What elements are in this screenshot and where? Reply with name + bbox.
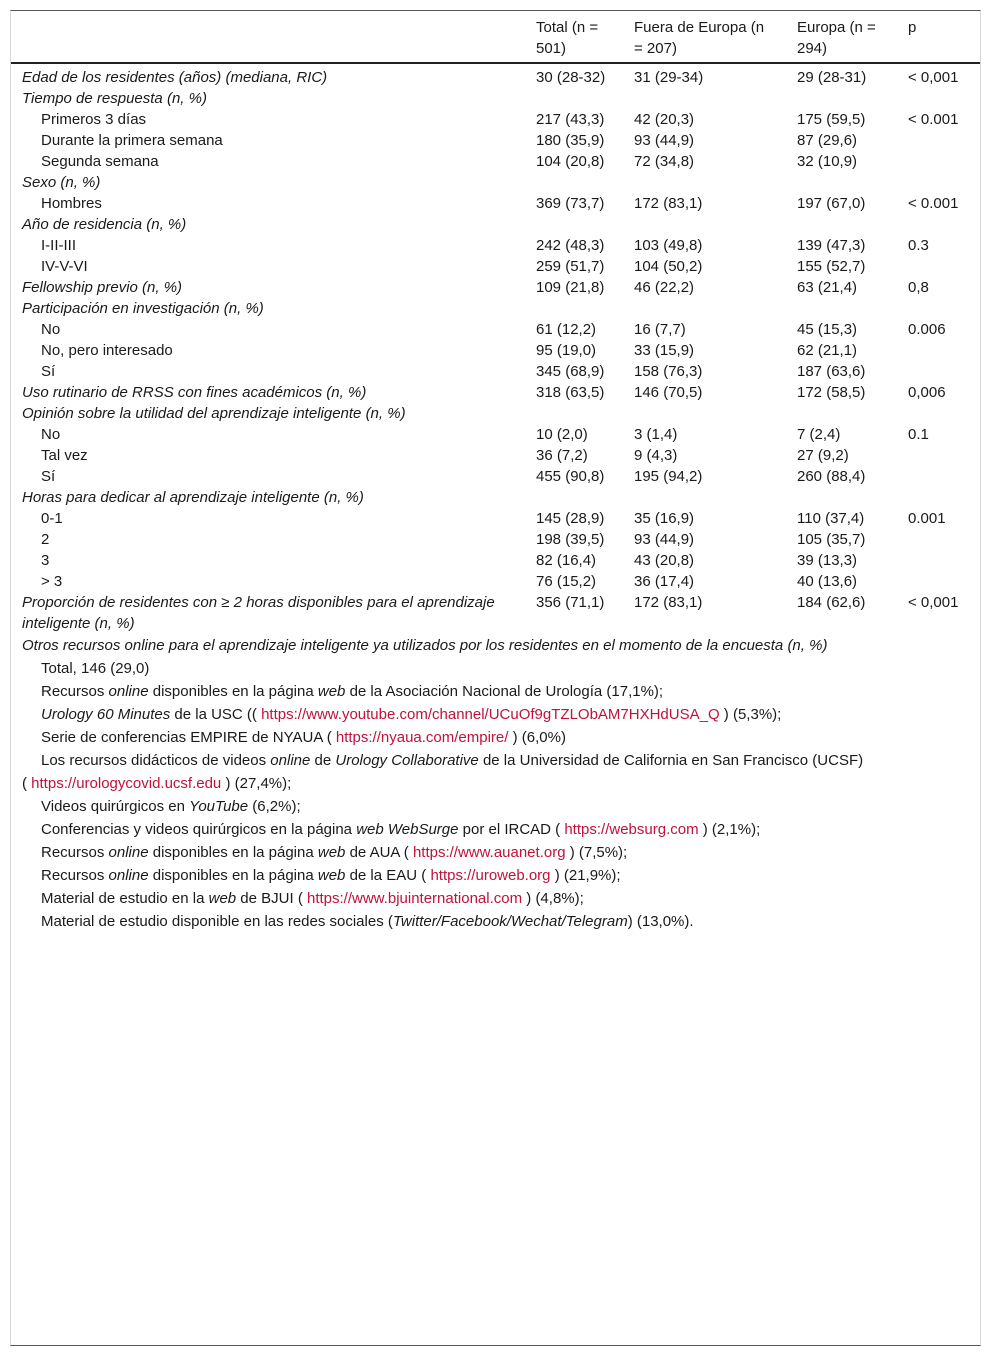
cell-total: 217 (43,3) (536, 111, 605, 128)
row-label: Sí (41, 363, 56, 380)
row-label: IV-V-VI (41, 258, 88, 275)
note-italic: web (317, 844, 346, 861)
note-text: ( (22, 775, 32, 792)
table-row (11, 361, 980, 382)
table-row (11, 550, 980, 571)
note-italic: online (108, 844, 149, 861)
table-row (11, 466, 980, 487)
cell-p: < 0,001 (908, 594, 959, 611)
table-row (11, 319, 980, 340)
cell-p (897, 466, 980, 487)
row-label: Fellowship previo (n, %) (22, 279, 183, 296)
cell-europa: 87 (29,6) (797, 132, 858, 149)
cell-p: < 0.001 (908, 111, 959, 128)
cell-p (897, 340, 980, 361)
cell-total: 369 (73,7) (536, 195, 605, 212)
note-text: de (310, 752, 336, 769)
cell-p (897, 571, 980, 592)
cell-fuera: 172 (83,1) (634, 594, 703, 611)
youtube-usc-link[interactable]: https://www.youtube.com/channel/UCuOf9gTZLObAM7HXHdUSA_Q (261, 706, 720, 723)
note-text: de la Asociación Nacional de Urología (17,1%); (345, 683, 664, 700)
table-row (11, 508, 980, 529)
cell-total: 30 (28-32) (536, 69, 606, 86)
bjui-link[interactable]: https://www.bjuinternational.com (307, 890, 523, 907)
row-label: Edad de los residentes (años) (mediana, RIC) (22, 69, 328, 86)
cell-total: 259 (51,7) (536, 258, 605, 275)
cell-europa: 63 (21,4) (797, 279, 858, 296)
nyaua-empire-link[interactable]: https://nyaua.com/empire/ (335, 729, 509, 746)
results-table (11, 11, 980, 634)
note-text: de la Universidad de California en San Francisco (UCSF) (478, 752, 864, 769)
cell-p: < 0,001 (908, 69, 959, 86)
cell-total: 36 (7,2) (536, 447, 588, 464)
websurg-link[interactable]: https://websurg.com (564, 821, 699, 838)
notes-caption: Otros recursos online para el aprendizaje inteligente ya utilizados por los residentes en el momento de la encuesta (n, %) (22, 637, 828, 654)
cell-total: 104 (20,8) (536, 153, 605, 170)
note-item (22, 726, 970, 749)
cell-total: 180 (35,9) (536, 132, 605, 149)
note-text: ) (21,9%); (550, 867, 621, 884)
note-text: de AUA ( (345, 844, 413, 861)
note-italic: web (317, 683, 346, 700)
note-text: Recursos (41, 844, 109, 861)
cell-europa: 45 (15,3) (797, 321, 858, 338)
cell-europa: 172 (58,5) (797, 384, 866, 401)
table-row (11, 487, 980, 508)
row-label: Primeros 3 días (41, 111, 147, 128)
cell-fuera: 31 (29-34) (634, 69, 704, 86)
note-text: ) (13,0%). (627, 913, 694, 930)
note-item (22, 910, 970, 933)
cell-p (897, 445, 980, 466)
table-row (11, 424, 980, 445)
table-row (11, 88, 980, 109)
cell-europa: 197 (67,0) (797, 195, 866, 212)
row-label: Tal vez (41, 447, 88, 464)
cell-europa: 110 (37,4) (797, 510, 865, 527)
results-table-panel (10, 10, 981, 1346)
note-text: Los recursos didácticos de videos (41, 752, 271, 769)
cell-p (897, 361, 980, 382)
cell-fuera: 72 (34,8) (634, 153, 695, 170)
ucsf-link[interactable]: https://urologycovid.ucsf.edu (31, 775, 222, 792)
note-italic: Twitter/Facebook/Wechat/Telegram (392, 913, 628, 930)
row-label: Uso rutinario de RRSS con fines académicos (n, %) (22, 384, 367, 401)
row-category: Horas para dedicar al aprendizaje inteligente (n, %) (22, 489, 364, 506)
row-category: Sexo (n, %) (22, 174, 101, 191)
cell-europa: 155 (52,7) (797, 258, 866, 275)
cell-total: 356 (71,1) (536, 594, 605, 611)
row-label: 3 (41, 552, 50, 569)
row-category: Opinión sobre la utilidad del aprendizaje inteligente (n, %) (22, 405, 406, 422)
cell-total: 109 (21,8) (536, 279, 605, 296)
table-row (11, 571, 980, 592)
row-label: 0-1 (41, 510, 63, 527)
header-p-value: p (908, 19, 917, 36)
table-row (11, 256, 980, 277)
header-fuera-de-europa: Fuera de Europa (n = 207) (634, 19, 765, 57)
note-item (22, 864, 970, 887)
cell-p: 0.3 (908, 237, 929, 254)
cell-p (897, 550, 980, 571)
cell-p: 0.1 (908, 426, 929, 443)
row-label: 2 (41, 531, 50, 548)
cell-fuera: 103 (49,8) (634, 237, 703, 254)
note-italic: Urology Collaborative (335, 752, 479, 769)
cell-total: 242 (48,3) (536, 237, 605, 254)
note-text: disponibles en la página (148, 867, 318, 884)
row-category: Año de residencia (n, %) (22, 216, 187, 233)
note-text: Recursos (41, 683, 109, 700)
cell-fuera: 93 (44,9) (634, 531, 695, 548)
note-italic: online (108, 867, 149, 884)
cell-fuera: 172 (83,1) (634, 195, 703, 212)
cell-fuera: 36 (17,4) (634, 573, 695, 590)
cell-p (897, 151, 980, 172)
cell-fuera: 195 (94,2) (634, 468, 703, 485)
row-label: Sí (41, 468, 56, 485)
cell-europa: 184 (62,6) (797, 594, 866, 611)
note-italic: Urology 60 Minutes (41, 706, 171, 723)
note-text: ) (4,8%); (522, 890, 584, 907)
table-row (11, 130, 980, 151)
row-label: Proporción de residentes con ≥ 2 horas disponibles para el aprendizaje inteligente (n, %) (22, 594, 495, 632)
note-italic: YouTube (189, 798, 249, 815)
cell-europa: 187 (63,6) (797, 363, 866, 380)
row-label: Durante la primera semana (41, 132, 223, 149)
cell-europa: 7 (2,4) (797, 426, 841, 443)
row-label: > 3 (41, 573, 63, 590)
header-europa: Europa (n = 294) (797, 19, 876, 57)
row-label: I-II-III (41, 237, 76, 254)
note-text: ) (6,0%) (508, 729, 566, 746)
row-category: Tiempo de respuesta (n, %) (22, 90, 207, 107)
note-italic: web WebSurge (356, 821, 459, 838)
resources-notes (11, 634, 980, 933)
note-text: de la USC (( (170, 706, 262, 723)
cell-p: 0,8 (908, 279, 929, 296)
cell-fuera: 16 (7,7) (634, 321, 686, 338)
note-italic: online (270, 752, 311, 769)
table-row (11, 403, 980, 424)
note-text: ) (5,3%); (719, 706, 782, 723)
cell-p (897, 256, 980, 277)
cell-europa: 260 (88,4) (797, 468, 866, 485)
note-text: de la EAU ( (345, 867, 431, 884)
cell-p: < 0.001 (908, 195, 959, 212)
note-item (22, 680, 970, 703)
cell-p: 0.001 (908, 510, 946, 527)
cell-europa: 175 (59,5) (797, 111, 866, 128)
note-item (22, 841, 970, 864)
note-text: disponibles en la página (148, 844, 318, 861)
cell-fuera: 35 (16,9) (634, 510, 695, 527)
cell-total: 61 (12,2) (536, 321, 597, 338)
note-text: Material de estudio disponible en las redes sociales ( (41, 913, 393, 930)
table-row (11, 298, 980, 319)
row-label: Hombres (41, 195, 102, 212)
cell-total: 145 (28,9) (536, 510, 605, 527)
cell-p: 0,006 (908, 384, 946, 401)
cell-total: 10 (2,0) (536, 426, 588, 443)
cell-fuera: 104 (50,2) (634, 258, 703, 275)
table-row (11, 277, 980, 298)
note-text: ) (7,5%); (565, 844, 628, 861)
note-item (22, 749, 970, 795)
note-item (22, 703, 970, 726)
cell-total: 95 (19,0) (536, 342, 597, 359)
cell-fuera: 146 (70,5) (634, 384, 703, 401)
note-text: Conferencias y videos quirúrgicos en la página (41, 821, 357, 838)
note-text: Serie de conferencias EMPIRE de NYAUA ( (41, 729, 336, 746)
cell-p (897, 130, 980, 151)
cell-p: 0.006 (908, 321, 946, 338)
note-item (22, 795, 970, 818)
note-item (22, 887, 970, 910)
note-text: Recursos (41, 867, 109, 884)
notes-total: Total, 146 (29,0) (41, 660, 150, 677)
table-row (11, 382, 980, 403)
cell-europa: 27 (9,2) (797, 447, 849, 464)
uroweb-link[interactable]: https://uroweb.org (430, 867, 551, 884)
cell-fuera: 3 (1,4) (634, 426, 678, 443)
cell-total: 455 (90,8) (536, 468, 605, 485)
note-text: por el IRCAD ( (458, 821, 565, 838)
cell-total: 76 (15,2) (536, 573, 597, 590)
note-text: ) (2,1%); (698, 821, 761, 838)
note-italic: online (108, 683, 149, 700)
cell-europa: 39 (13,3) (797, 552, 858, 569)
cell-total: 345 (68,9) (536, 363, 605, 380)
cell-europa: 62 (21,1) (797, 342, 858, 359)
cell-fuera: 158 (76,3) (634, 363, 703, 380)
row-label: Segunda semana (41, 153, 159, 170)
note-text: disponibles en la página (148, 683, 318, 700)
row-category: Participación en investigación (n, %) (22, 300, 264, 317)
row-label: No, pero interesado (41, 342, 173, 359)
note-item (22, 818, 970, 841)
table-row (11, 340, 980, 361)
cell-total: 82 (16,4) (536, 552, 597, 569)
cell-europa: 40 (13,6) (797, 573, 858, 590)
cell-europa: 32 (10,9) (797, 153, 858, 170)
cell-fuera: 46 (22,2) (634, 279, 695, 296)
table-row (11, 172, 980, 193)
table-row (11, 214, 980, 235)
table-row (11, 63, 980, 88)
cell-europa: 139 (47,3) (797, 237, 866, 254)
cell-fuera: 42 (20,3) (634, 111, 695, 128)
cell-total: 198 (39,5) (536, 531, 605, 548)
note-text: (6,2%); (248, 798, 301, 815)
header-total: Total (n = 501) (536, 19, 599, 57)
table-row (11, 109, 980, 130)
table-row (11, 151, 980, 172)
cell-fuera: 43 (20,8) (634, 552, 695, 569)
table-row (11, 235, 980, 256)
cell-fuera: 33 (15,9) (634, 342, 695, 359)
cell-europa: 105 (35,7) (797, 531, 866, 548)
note-text: ) (27,4%); (221, 775, 292, 792)
cell-fuera: 93 (44,9) (634, 132, 695, 149)
cell-p (897, 529, 980, 550)
note-text: Videos quirúrgicos en (41, 798, 190, 815)
note-italic: web (317, 867, 346, 884)
table-row (11, 193, 980, 214)
table-row (11, 529, 980, 550)
cell-europa: 29 (28-31) (797, 69, 867, 86)
header-variable (11, 11, 525, 63)
note-text: de BJUI ( (236, 890, 307, 907)
row-label: No (41, 321, 61, 338)
table-header-row (11, 11, 980, 63)
table-row (11, 445, 980, 466)
auanet-link[interactable]: https://www.auanet.org (412, 844, 566, 861)
table-row (11, 592, 980, 634)
cell-fuera: 9 (4,3) (634, 447, 678, 464)
note-text: Material de estudio en la (41, 890, 209, 907)
row-label: No (41, 426, 61, 443)
cell-total: 318 (63,5) (536, 384, 605, 401)
note-italic: web (208, 890, 237, 907)
